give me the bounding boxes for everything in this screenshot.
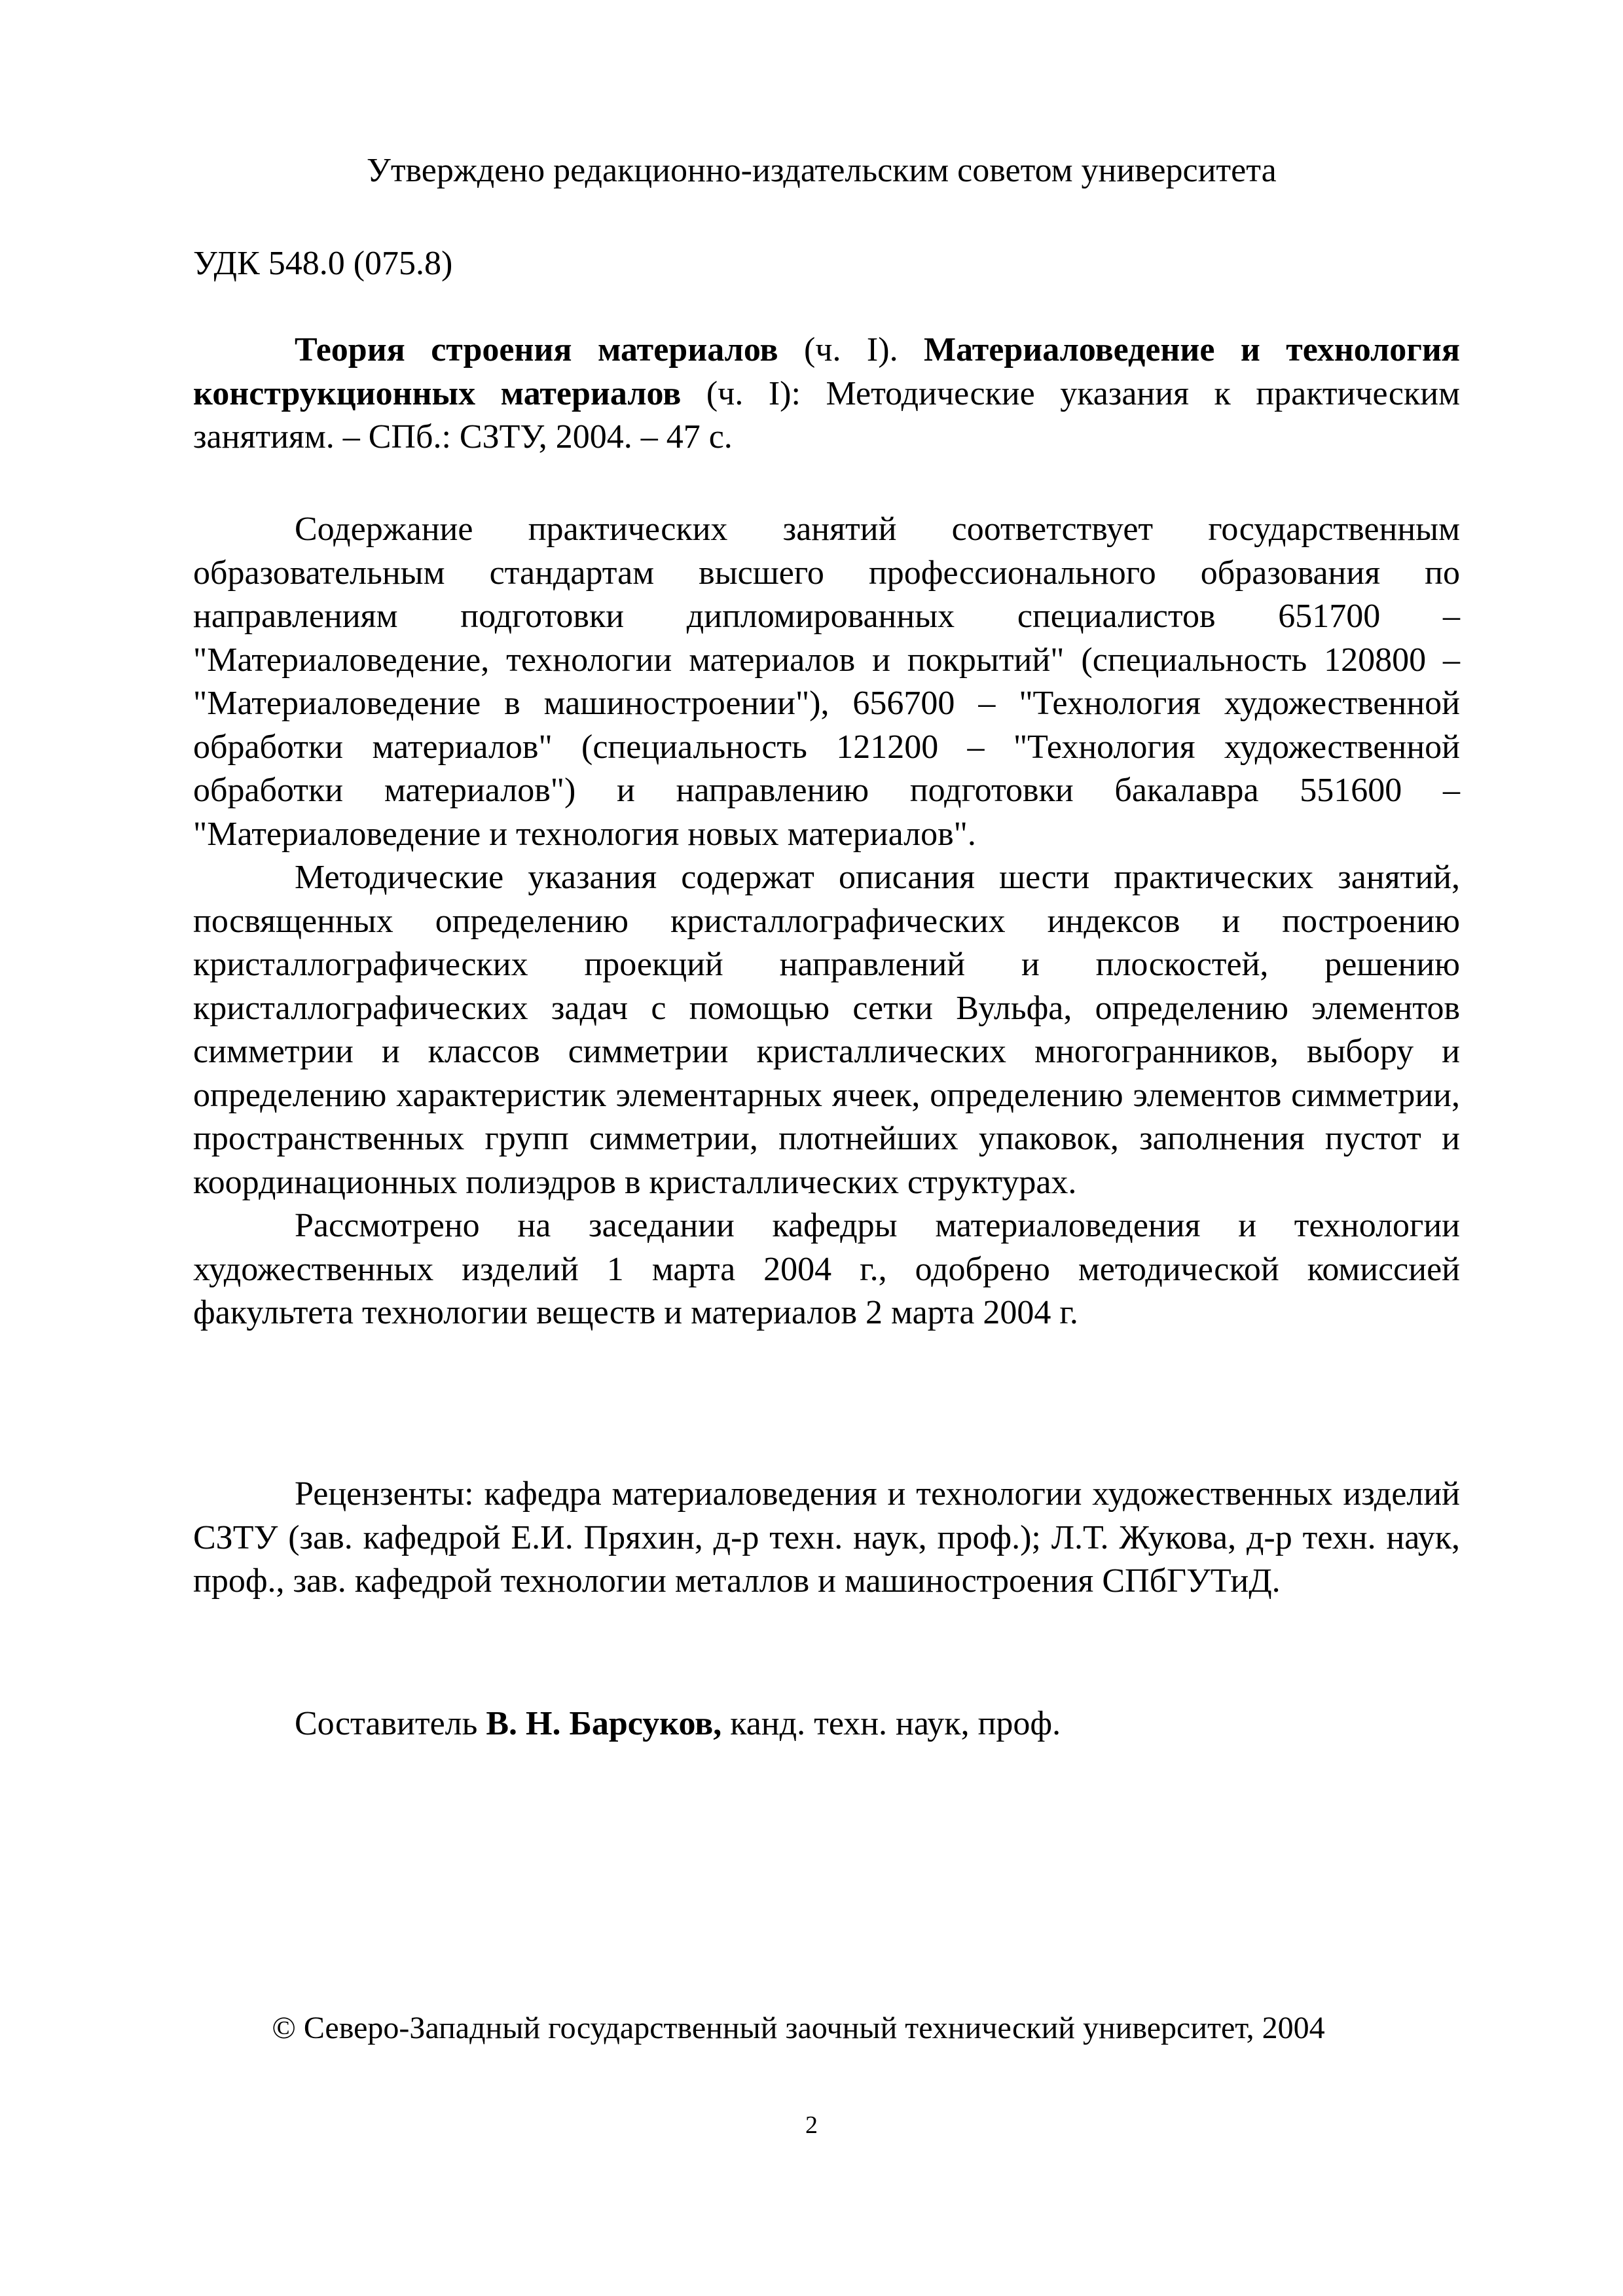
- bib-title-part2: Материаловедение и технология конструкционных материалов: [193, 331, 1460, 412]
- annotation: [193, 508, 1460, 1335]
- copyright-line: [0, 2007, 1623, 2050]
- bib-details: (ч. I): Методические указания к практическим занятиям. – СПб.: СЗТУ, 2004. – 47 с.: [193, 374, 1460, 456]
- copyright-text: © Северо-Западный государственный заочный технический университет, 2004: [272, 2011, 1325, 2045]
- annotation-paragraph-1: Содержание практических занятий соответствует государственным образовательным стандартам высшего профессионального образования по направлениям подготовки дипломированных специалистов 651700 – "Материаловедение, технологии материалов и покрытий" (специальность 120800 – "Материаловедение в машиностроении"), 656700 – "Технология художественной обработки материалов" (специальность 121200 – "Технология художественной обработки материалов") и направлению подготовки бакалавра 551600 – "Материаловедение и технология новых материалов".: [193, 511, 1460, 853]
- approval-note: Утверждено редакционно-издательским советом университета: [367, 152, 1277, 189]
- bibliographic-description: [193, 329, 1460, 459]
- compiler-title: канд. техн. наук, проф.: [721, 1705, 1061, 1742]
- udk-code: УДК 548.0 (075.8): [193, 245, 453, 282]
- reviewers: [193, 1473, 1460, 1604]
- annotation-paragraph-2: Методические указания содержат описания шести практических занятий, посвященных определению кристаллографических индексов и построению кристаллографических проекций направлений и плоскостей, решению кристаллографических задач с помощью сетки Вульфа, определению элементов симметрии и классов симметрии кристаллических многогранников, выбору и определению характеристик элементарных ячеек, определению элементов симметрии, пространственных групп симметрии, плотнейших упаковок, заполнения пустот и координационных полиэдров в кристаллических структурах.: [193, 859, 1460, 1201]
- page-number: 2: [805, 2111, 818, 2139]
- compiler-line: [295, 1701, 1061, 1747]
- annotation-paragraph-3: Рассмотрено на заседании кафедры материаловедения и технологии художественных изделий 1 марта 2004 г., одобрено методической комиссией факультета технологии веществ и материалов 2 марта 2004 г.: [193, 1207, 1460, 1331]
- bib-title-part1: Теория строения материалов: [295, 331, 778, 368]
- compiler-label: Составитель: [295, 1705, 486, 1742]
- compiler-name: В. Н. Барсуков,: [486, 1705, 722, 1742]
- reviewers-text: Рецензенты: кафедра материаловедения и технологии художественных изделий СЗТУ (зав. кафедрой Е.И. Пряхин, д-р техн. наук, проф.); Л.Т. Жукова, д-р техн. наук, проф., зав. кафедрой технологии металлов и машиностроения СПбГУТиД.: [193, 1475, 1460, 1600]
- bib-part-note: (ч. I).: [778, 331, 924, 368]
